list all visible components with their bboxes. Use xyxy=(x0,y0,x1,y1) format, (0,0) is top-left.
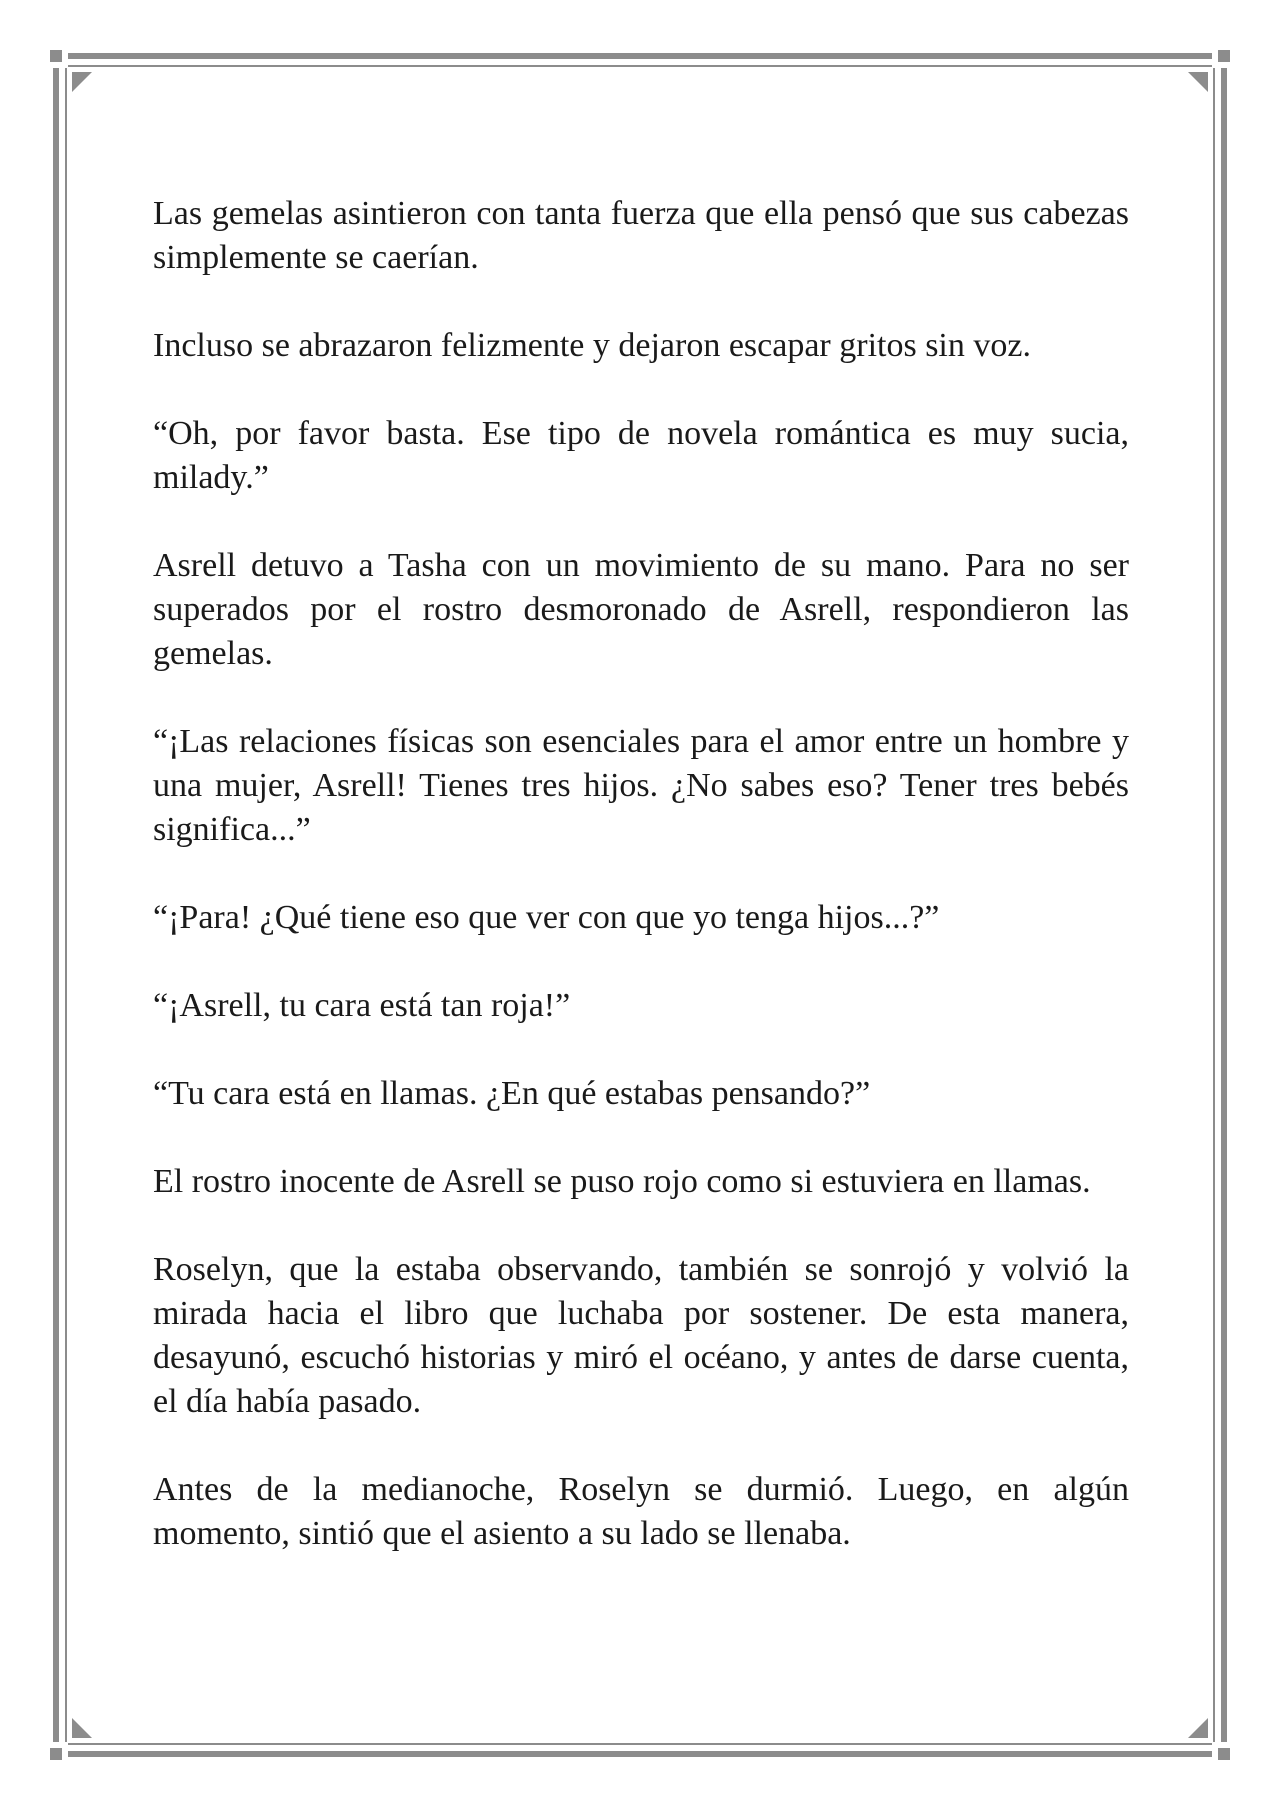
paragraph: Asrell detuvo a Tasha con un movimiento de su mano. Para no ser superados por el rostro desmoronado de Asrell, respondieron las gemelas. xyxy=(153,547,1129,672)
paragraph: “Tu cara está en llamas. ¿En qué estabas pensando?” xyxy=(153,1075,871,1112)
paragraph: Las gemelas asintieron con tanta fuerza que ella pensó que sus cabezas simplemente se caerían. xyxy=(153,195,1129,276)
paragraph: “¡Para! ¿Qué tiene eso que ver con que yo tenga hijos...?” xyxy=(153,899,940,936)
paragraph: Antes de la medianoche, Roselyn se durmió. Luego, en algún momento, sintió que el asiento a su lado se llenaba. xyxy=(153,1471,1129,1552)
paragraph: “¡Asrell, tu cara está tan roja!” xyxy=(153,987,571,1024)
paragraph: El rostro inocente de Asrell se puso rojo como si estuviera en llamas. xyxy=(153,1163,1091,1200)
paragraph: Roselyn, que la estaba observando, también se sonrojó y volvió la mirada hacia el libro que luchaba por sostener. De esta manera, desayunó, escuchó historias y miró el océano, y antes de darse cuenta, el día había pasado. xyxy=(153,1251,1129,1420)
paragraph: “¡Las relaciones físicas son esenciales para el amor entre un hombre y una mujer, Asrell! Tienes tres hijos. ¿No sabes eso? Tener tres bebés significa...” xyxy=(153,723,1129,848)
body-text xyxy=(153,192,1129,1600)
paragraph: “Oh, por favor basta. Ese tipo de novela romántica es muy sucia, milady.” xyxy=(153,415,1129,496)
paragraph: Incluso se abrazaron felizmente y dejaron escapar gritos sin voz. xyxy=(153,327,1031,364)
